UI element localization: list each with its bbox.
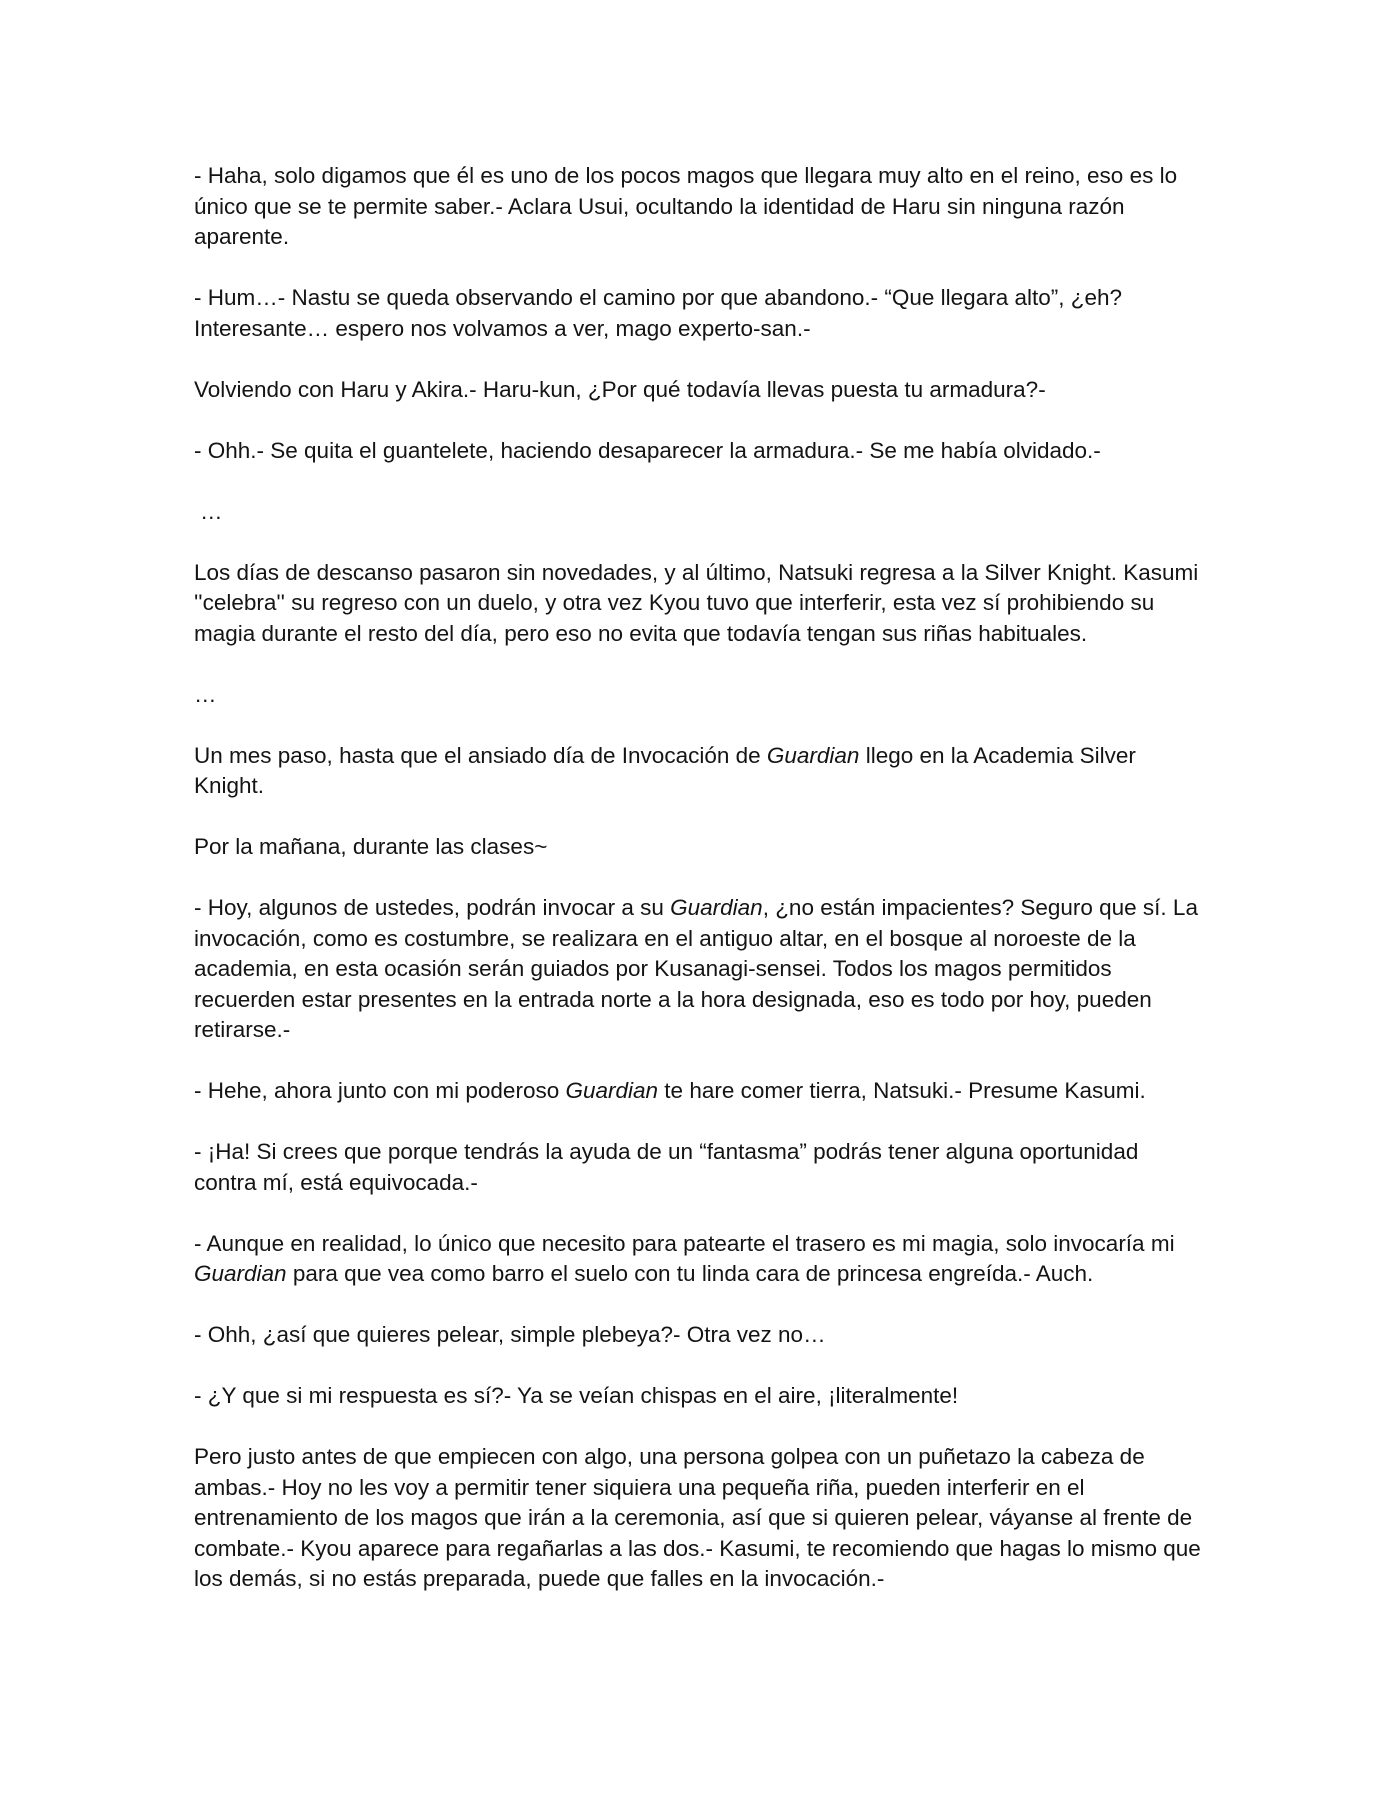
paragraph [194,283,1204,344]
paragraph [194,832,1204,863]
text-segment: - Haha, solo digamos que él es uno de los pocos magos que llegara muy alto en el reino, eso es lo único que se te permite saber.- Aclara Usui, ocultando la identidad de Haru sin ninguna razón aparente. [194,163,1178,249]
text-segment: - ¡Ha! Si crees que porque tendrás la ayuda de un “fantasma” podrás tener alguna oportunidad contra mí, está equivocada.- [194,1139,1139,1195]
text-segment: - Aunque en realidad, lo único que necesito para patearte el trasero es mi magia, solo invocaría mi [194,1230,1175,1256]
paragraph [194,1076,1204,1107]
paragraph [194,1229,1204,1290]
text-segment: - Hehe, ahora junto con mi poderoso [194,1078,566,1103]
text-segment: te hare comer tierra, Natsuki.- Presume Kasumi. [658,1078,1146,1103]
text-segment: - Ohh.- Se quita el guantelete, haciendo desaparecer la armadura.- Se me había olvidado.- [194,437,1101,463]
paragraph [194,741,1204,802]
italic-term: Guardian [670,895,763,920]
document-body [194,161,1204,1625]
text-segment: Volviendo con Haru y Akira.- Haru-kun, ¿Por qué todavía llevas puesta tu armadura?- [194,376,1046,402]
paragraph [194,497,1204,528]
paragraph [194,893,1204,1046]
text-segment: , ¿no están impacientes? Seguro que sí. La invocación, como es costumbre, se realizara en el antiguo altar, en el bosque al noroeste de la academia, en esta ocasión serán guiados por Kusanagi-sensei. Todos los magos permitidos recuerden estar presentes en la entrada norte a la hora designada, eso es todo por hoy, pueden retirarse.- [194,895,1198,1042]
paragraph [194,1137,1204,1198]
text-segment: llego en la Academia Silver Knight. [194,742,1136,798]
paragraph [194,558,1204,650]
paragraph [194,161,1204,253]
text-segment: - Hoy, algunos de ustedes, podrán invocar a su [194,895,671,920]
text-segment: Pero justo antes de que empiecen con algo, una persona golpea con un puñetazo la cabeza de ambas.- Hoy no les voy a permitir tener siquiera una pequeña riña, pueden interferir en el entrenamiento de los magos que irán a la ceremonia, así que si quieren pelear, váyanse al frente de combate.- Kyou aparece para regañarlas a las dos.- Kasumi, te recomiendo que hagas lo mismo que los demás, si no estás preparada, puede que falles en la invocación.- [194,1444,1201,1591]
text-segment: Un mes paso, hasta que el ansiado día de Invocación de [194,742,767,768]
text-segment: … [200,498,223,524]
text-segment: Los días de descanso pasaron sin novedades, y al último, Natsuki regresa a la Silver Knight. Kasumi ''celebra'' su regreso con un duelo, y otra vez Kyou tuvo que interferir, esta vez sí prohibiendo su magia durante el resto del día, pero eso no evita que todavía tengan sus riñas habituales. [194,559,1199,646]
text-segment: Por la mañana, durante las clases~ [194,834,548,859]
paragraph [194,680,1204,711]
text-segment: - Hum…- Nastu se queda observando el camino por que abandono.- “Que llegara alto”, ¿eh? Interesante… espero nos volvamos a ver, mago experto-san.- [194,285,1123,341]
text-segment: - Ohh, ¿así que quieres pelear, simple plebeya?- Otra vez no… [194,1322,826,1347]
paragraph [194,436,1204,467]
paragraph [194,375,1204,406]
text-segment: … [194,681,217,707]
italic-term: Guardian [194,1261,287,1286]
paragraph [194,1320,1204,1351]
text-segment: - ¿Y que si mi respuesta es sí?- Ya se veían chispas en el aire, ¡literalmente! [194,1383,959,1408]
text-segment: para que vea como barro el suelo con tu linda cara de princesa engreída.- Auch. [286,1261,1094,1286]
italic-term: Guardian [766,742,860,768]
paragraph [194,1442,1204,1595]
italic-term: Guardian [565,1078,659,1103]
paragraph [194,1381,1204,1412]
